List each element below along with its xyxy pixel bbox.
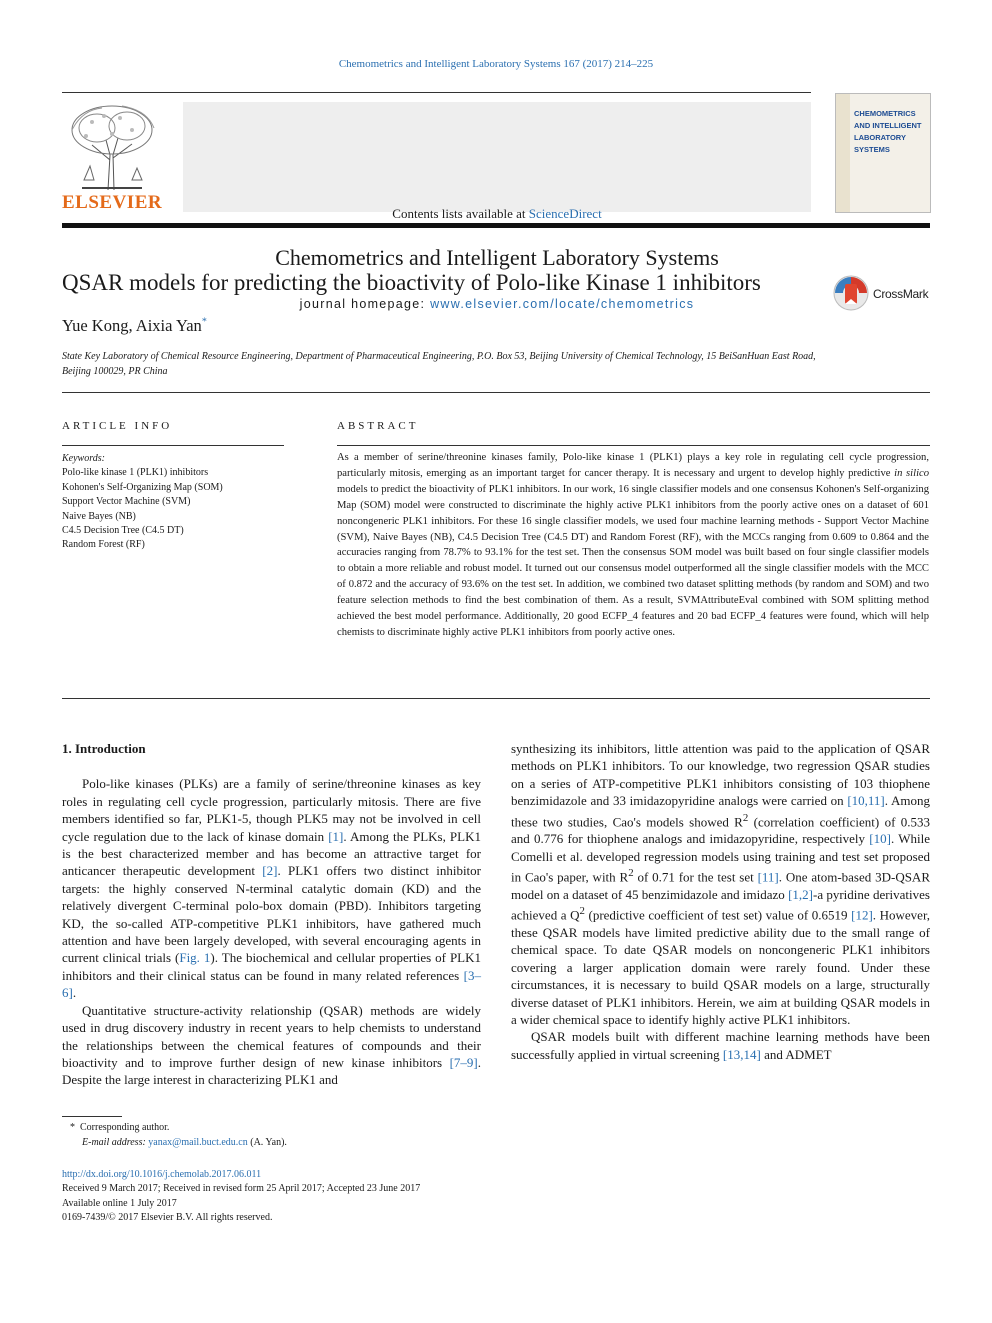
citation-link[interactable]: [11] xyxy=(757,869,779,885)
section-heading-introduction: 1. Introduction xyxy=(62,741,146,756)
abstract-bottom-rule xyxy=(62,698,930,699)
citation-link[interactable]: [2] xyxy=(262,863,278,879)
text-run: (predictive coefficient of test set) value of 0.6519 xyxy=(584,907,852,923)
figure-link[interactable]: Fig. 1 xyxy=(179,950,211,966)
footnote-mark: * xyxy=(70,1122,75,1133)
footnotes xyxy=(70,1120,570,1150)
citation-link[interactable]: [12] xyxy=(851,907,873,923)
crossmark-label: CrossMark xyxy=(873,287,929,301)
keyword-item: Random Forest (RF) xyxy=(62,539,145,551)
text-run: . Among these two studies, Cao's models showed R xyxy=(511,793,930,829)
citation-link[interactable]: [13,14] xyxy=(722,1046,761,1062)
text-run: . Despite the large interest in characterizing PLK1 and xyxy=(62,1054,481,1088)
text-run: . One atom-based 3D-QSAR model on a dataset of 45 benzimidazole and imidazo xyxy=(511,869,930,902)
elsevier-logo[interactable] xyxy=(62,100,162,214)
keyword-item: Polo-like kinase 1 (PLK1) inhibitors xyxy=(62,467,209,479)
body-paragraph xyxy=(62,775,481,1001)
footnote-rule xyxy=(62,1116,122,1117)
citation-link[interactable]: [3–6] xyxy=(62,967,481,1001)
keyword-item: Naive Bayes (NB) xyxy=(62,510,136,522)
author-list xyxy=(62,316,207,336)
superscript: 2 xyxy=(628,867,634,880)
homepage-link[interactable]: www.elsevier.com/locate/chemometrics xyxy=(430,297,695,311)
journal-cover-thumbnail[interactable] xyxy=(835,93,931,213)
superscript: 2 xyxy=(742,811,749,824)
publication-info xyxy=(62,1168,662,1225)
body-column-left xyxy=(62,740,481,1089)
text-run: ). The biochemical and cellular properties of PLK1 inhibitors and their clinical status can be found in many related references xyxy=(62,950,481,983)
cover-title-line: LABORATORY xyxy=(854,133,906,142)
contents-prefix: Contents lists available at xyxy=(392,206,529,221)
cover-title-line: SYSTEMS xyxy=(854,145,890,154)
body-paragraph xyxy=(62,1002,481,1089)
doi-link[interactable]: http://dx.doi.org/10.1016/j.chemolab.2017.06.011 xyxy=(62,1169,262,1180)
header-top-rule xyxy=(62,92,811,93)
citation-link[interactable]: [7–9] xyxy=(449,1054,478,1070)
text-run: . PLK1 offers two distinct inhibitor targets: the highly conserved N-terminal catalytic domain (KD) and the relatively divergent C-terminal polo-box domain (PBD). Inhibitors targeting KD, the so-called ATP-competitive PLK1 inhibitors, have gathered much attention and have been largely developed, with several encouraging agents in current clinical trials ( xyxy=(62,863,481,966)
keywords-label: Keywords: xyxy=(62,453,105,464)
header-thick-rule xyxy=(62,223,930,228)
journal-reference[interactable]: Chemometrics and Intelligent Laboratory Systems 167 (2017) 214–225 xyxy=(338,58,654,70)
text-run: QSAR models built with different machine learning methods have been successfully applied in virtual screening xyxy=(511,1029,930,1062)
citation-link[interactable]: [1,2] xyxy=(788,886,813,902)
abstract-heading: ABSTRACT xyxy=(337,420,419,432)
abstract-body xyxy=(337,450,929,641)
cover-title-line: AND INTELLIGENT xyxy=(854,121,922,130)
keywords-block xyxy=(62,452,284,553)
abstract-rule xyxy=(337,445,930,446)
email-link[interactable]: yanax@mail.buct.edu.cn xyxy=(148,1137,248,1148)
keyword-item: C4.5 Decision Tree (C4.5 DT) xyxy=(62,525,184,537)
text-run: . However, these QSAR models have limited predictive ability due to the small range of chemical space. To date QSAR models on noncongeneric PLK1 inhibitors covering a larger application domain were rarely found. Under these circumstances, it is necessary to build QSAR models on a large, structurally diverse dataset of PLK1 inhibitors. Herein, we aim at building QSAR models in a wider chemical space to identify highly active PLK1 inhibitors. xyxy=(511,907,930,1028)
abstract-italic-term: in silico xyxy=(894,467,930,479)
elsevier-wordmark: ELSEVIER xyxy=(62,192,163,213)
abstract-text-part: As a member of serine/threonine kinases family, Polo-like kinase 1 (PLK1) plays a key role in regulating cell cycle progression, particularly mitosis, emerging as an important target for cancer therapy. It is necessary and urgent to develop highly predictive xyxy=(337,452,929,479)
affiliation: State Key Laboratory of Chemical Resource Engineering, Department of Pharmaceutical Engineering, P.O. Box 53, Beijing University of Chemical Technology, 15 BeiSanHuan East Road, Beijing 100029, PR China xyxy=(62,351,816,377)
text-run: -a pyridine derivatives achieved a Q xyxy=(511,886,930,923)
superscript: 2 xyxy=(579,905,585,918)
body-paragraph xyxy=(511,740,930,1028)
email-label: E-mail address: xyxy=(82,1137,149,1148)
title-block-rule xyxy=(62,392,930,393)
body-column-right xyxy=(511,740,930,1063)
text-run: . Among the PLKs, PLK1 is the best characterized member and has become an attractive target for anticancer therapeutic development xyxy=(62,828,481,879)
text-run: of 0.71 for the test set xyxy=(633,869,758,885)
authors-names: Yue Kong, Aixia Yan xyxy=(62,316,202,335)
article-info-heading: ARTICLE INFO xyxy=(62,420,173,432)
crossmark-badge[interactable] xyxy=(833,275,933,311)
homepage-prefix: journal homepage: xyxy=(299,297,431,311)
citation-link[interactable]: [1] xyxy=(328,828,344,844)
text-run: Polo-like kinases (PLKs) are a family of serine/threonine kinases as key roles in regulating cell cycle progression, particularly mitosis. There are five members identified so far, PLK1-5, though PLK5 may not be involved in cell cycle regulation due to the lack of kinase domain xyxy=(62,776,481,844)
text-run: synthesizing its inhibitors, little attention was paid to the application of QSAR methods on PLK1 inhibitors. To our knowledge, two regression QSAR studies on a series of ATP-competitive PLK1 inhibitors consisting of 103 thiophene benzimidazole and 33 imidazopyridine analogs were carried on xyxy=(511,741,930,809)
text-run: (correlation coefficient) of 0.533 and 0.776 for thiophene analogs and imidazopyridine, respectively xyxy=(511,813,930,847)
journal-homepage xyxy=(183,297,811,311)
keyword-item: Kohonen's Self-Organizing Map (SOM) xyxy=(62,481,223,493)
citation-link[interactable]: [10] xyxy=(869,831,891,847)
text-run: . While Comelli et al. developed regression models using training and test set proposed in Cao's paper, with R xyxy=(511,831,930,885)
corresponding-author-mark[interactable]: * xyxy=(201,316,207,328)
sciencedirect-link[interactable]: ScienceDirect xyxy=(528,206,602,221)
footnote-text: Corresponding author. xyxy=(80,1122,170,1133)
email-suffix: (A. Yan). xyxy=(247,1137,287,1148)
email-footnote xyxy=(70,1135,570,1150)
text-run: Quantitative structure-activity relationship (QSAR) methods are widely used in drug discovery industry in recent years to help chemists to understand the relationships between the chemical features of compounds and their bioactivity and to improve further design of new kinase inhibitors xyxy=(62,1002,481,1070)
contents-line xyxy=(183,206,811,222)
abstract-text-part: models to predict the bioactivity of PLK1 inhibitors. In our work, 16 single classifier models and one consensus Kohonen's Self-organizing Map (SOM) model were constructed to discriminate the highly active PLK1 inhibitors from the poorly active ones on a dataset of 601 noncongeneric PLK1 inhibitors. For these 16 single classifier models, we used four machine learning methods - Support Vector Machine (SVM), Naive Bayes (NB), C4.5 Decision Tree (C4.5 DT) and Random Forest (RF), with the MCCs ranging from 0.609 to 0.864 and the accuracies ranging from 78.7% to 93.1% for the test set. Then the consensus SOM model was built based on four single classifier models to obtain a more reliable and robust model. It turned out our consensus model outperformed all the single classifier models with the MCC of 0.872 and the accuracy of 93.6% on the test set. In addition, we combined two dataset splitting methods (by random and SOM) and two feature selection methods to find the best combination of them. As a result, SVMAttributeEval combined with SOM splitting method achieved the best model performance. Additionally, 20 good ECFP_4 features and 20 bad ECFP_4 features were found, which will help chemists to discriminate highly active PLK1 inhibitors from poorly active ones. xyxy=(337,483,929,638)
received-dates: Received 9 March 2017; Received in revised form 25 April 2017; Accepted 23 June 2017 xyxy=(62,1183,421,1195)
citation-link[interactable]: [10,11] xyxy=(847,793,885,809)
corresponding-footnote xyxy=(70,1120,570,1135)
cover-title xyxy=(854,108,922,156)
elsevier-tree-icon xyxy=(62,100,162,192)
journal-title: Chemometrics and Intelligent Laboratory Systems xyxy=(275,245,719,270)
cover-title-line: CHEMOMETRICS xyxy=(854,109,916,118)
text-run: . xyxy=(72,985,77,1001)
crossmark-icon xyxy=(833,275,869,311)
keyword-item: Support Vector Machine (SVM) xyxy=(62,496,191,508)
cover-stripe xyxy=(836,94,850,212)
article-title: QSAR models for predicting the bioactivity of Polo-like Kinase 1 inhibitors xyxy=(62,270,761,295)
online-date: Available online 1 July 2017 xyxy=(62,1197,177,1209)
article-info-rule xyxy=(62,445,284,446)
text-run: and ADMET xyxy=(760,1046,832,1062)
body-paragraph xyxy=(511,1028,930,1063)
copyright-line: 0169-7439/© 2017 Elsevier B.V. All rights reserved. xyxy=(62,1211,273,1223)
